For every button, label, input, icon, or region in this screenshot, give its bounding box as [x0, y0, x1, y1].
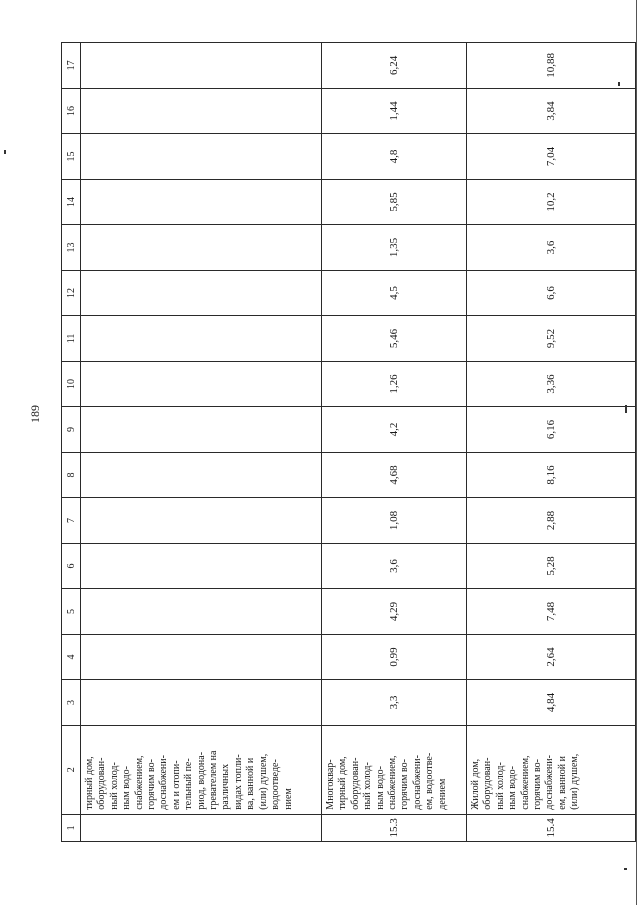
scan-speck [4, 150, 6, 154]
table-cell: 7,04 [467, 134, 636, 180]
col-header: 14 [62, 179, 81, 225]
table-cell: 2,64 [467, 634, 636, 680]
scan-speck [624, 868, 627, 870]
desc-line: доснабжени- [411, 755, 423, 810]
desc-line: гревателем на [208, 750, 220, 810]
table-row [81, 43, 322, 842]
desc-line: доснабжени- [544, 755, 556, 810]
table-cell [81, 179, 322, 225]
row-id [81, 814, 322, 841]
desc-line: оборудован- [349, 757, 361, 810]
table-cell: 5,46 [322, 316, 467, 362]
desc-line: снабжением, [387, 755, 399, 810]
desc-line: снабжением, [519, 755, 531, 810]
row-description [81, 725, 322, 814]
table-cell [81, 634, 322, 680]
desc-line: тирный дом, [337, 756, 349, 810]
table-cell [81, 680, 322, 726]
desc-line: ем, ванной и [556, 756, 568, 810]
table-cell [81, 225, 322, 271]
table-cell: 9,52 [467, 316, 636, 362]
table-cell [81, 589, 322, 635]
table-cell [81, 407, 322, 453]
table-cell: 6,24 [322, 43, 467, 89]
table-cell: 3,84 [467, 88, 636, 134]
desc-line: Многоквар- [325, 759, 336, 810]
row-description [467, 725, 636, 814]
table-cell: 10,2 [467, 179, 636, 225]
table-cell: 5,85 [322, 179, 467, 225]
desc-line: горячим во- [146, 759, 158, 810]
col-header: 13 [62, 225, 81, 271]
table-cell [81, 543, 322, 589]
col-header: 4 [62, 634, 81, 680]
col-header: 7 [62, 498, 81, 544]
table-cell: 8,16 [467, 452, 636, 498]
table-cell: 3,6 [467, 225, 636, 271]
col-header: 5 [62, 589, 81, 635]
table-cell: 1,08 [322, 498, 467, 544]
col-header: 12 [62, 270, 81, 316]
desc-line: (или) душем, [569, 753, 581, 810]
table-cell: 6,16 [467, 407, 636, 453]
col-header: 17 [62, 43, 81, 89]
col-header: 9 [62, 407, 81, 453]
desc-line: тирный дом, [84, 756, 95, 810]
desc-line: риод, водона- [195, 751, 207, 810]
tariff-table-rotated [61, 42, 615, 842]
desc-line: ем, водоотве- [424, 752, 436, 810]
table-cell: 7,48 [467, 589, 636, 635]
table-cell: 4,2 [322, 407, 467, 453]
table-cell: 3,6 [322, 543, 467, 589]
desc-line: тельный пе- [183, 758, 195, 810]
table-row [322, 43, 467, 842]
scan-speck [618, 82, 620, 86]
page-number: 189 [28, 405, 42, 423]
tariff-table [61, 42, 636, 842]
desc-line: ным водо- [507, 766, 519, 810]
col-header: 6 [62, 543, 81, 589]
table-cell [81, 88, 322, 134]
col-header: 10 [62, 361, 81, 407]
desc-line: горячим во- [399, 759, 411, 810]
desc-line: снабжением, [133, 755, 145, 810]
desc-line: доснабжени- [158, 755, 170, 810]
desc-line: ва, ванной и [245, 757, 257, 810]
desc-line: различных [220, 763, 232, 810]
desc-line: ный холод- [494, 762, 506, 810]
table-cell [81, 134, 322, 180]
desc-line: ным водо- [121, 766, 133, 810]
table-cell [81, 361, 322, 407]
col-header: 11 [62, 316, 81, 362]
table-cell: 4,29 [322, 589, 467, 635]
desc-line: видах топли- [232, 754, 244, 810]
desc-line: дением [436, 778, 448, 810]
col-header: 3 [62, 680, 81, 726]
row-id: 15.4 [467, 814, 636, 841]
desc-line: Жилой дом, [470, 758, 481, 810]
table-cell: 3,36 [467, 361, 636, 407]
desc-line: оборудован- [96, 757, 108, 810]
table-cell: 6,6 [467, 270, 636, 316]
table-cell [81, 498, 322, 544]
table-cell: 1,44 [322, 88, 467, 134]
scan-edge-line [636, 0, 637, 905]
row-description [322, 725, 467, 814]
table-cell: 1,35 [322, 225, 467, 271]
desc-line: (или) душем, [257, 753, 269, 810]
header-row [62, 43, 81, 842]
col-header: 2 [62, 725, 81, 814]
table-cell: 0,99 [322, 634, 467, 680]
table-cell: 4,5 [322, 270, 467, 316]
row-id: 15.3 [322, 814, 467, 841]
table-cell: 4,68 [322, 452, 467, 498]
desc-line: ный холод- [108, 762, 120, 810]
desc-line: оборудован- [482, 757, 494, 810]
table-cell: 3,3 [322, 680, 467, 726]
table-cell [81, 316, 322, 362]
table-cell [81, 452, 322, 498]
table-cell [81, 270, 322, 316]
table-cell: 4,8 [322, 134, 467, 180]
table-row [467, 43, 636, 842]
table-cell: 10,88 [467, 43, 636, 89]
table-cell: 4,84 [467, 680, 636, 726]
col-header: 15 [62, 134, 81, 180]
desc-line: водоотведе- [270, 759, 282, 810]
table-cell: 5,28 [467, 543, 636, 589]
table-cell: 2,88 [467, 498, 636, 544]
col-header: 1 [62, 814, 81, 841]
scan-speck [625, 405, 627, 413]
desc-line: ным водо- [374, 766, 386, 810]
desc-line: горячим во- [532, 759, 544, 810]
table-cell: 1,26 [322, 361, 467, 407]
desc-line: ем и отопи- [170, 760, 182, 810]
col-header: 8 [62, 452, 81, 498]
table-cell [81, 43, 322, 89]
col-header: 16 [62, 88, 81, 134]
desc-line: нием [282, 788, 294, 810]
desc-line: ный холод- [362, 762, 374, 810]
